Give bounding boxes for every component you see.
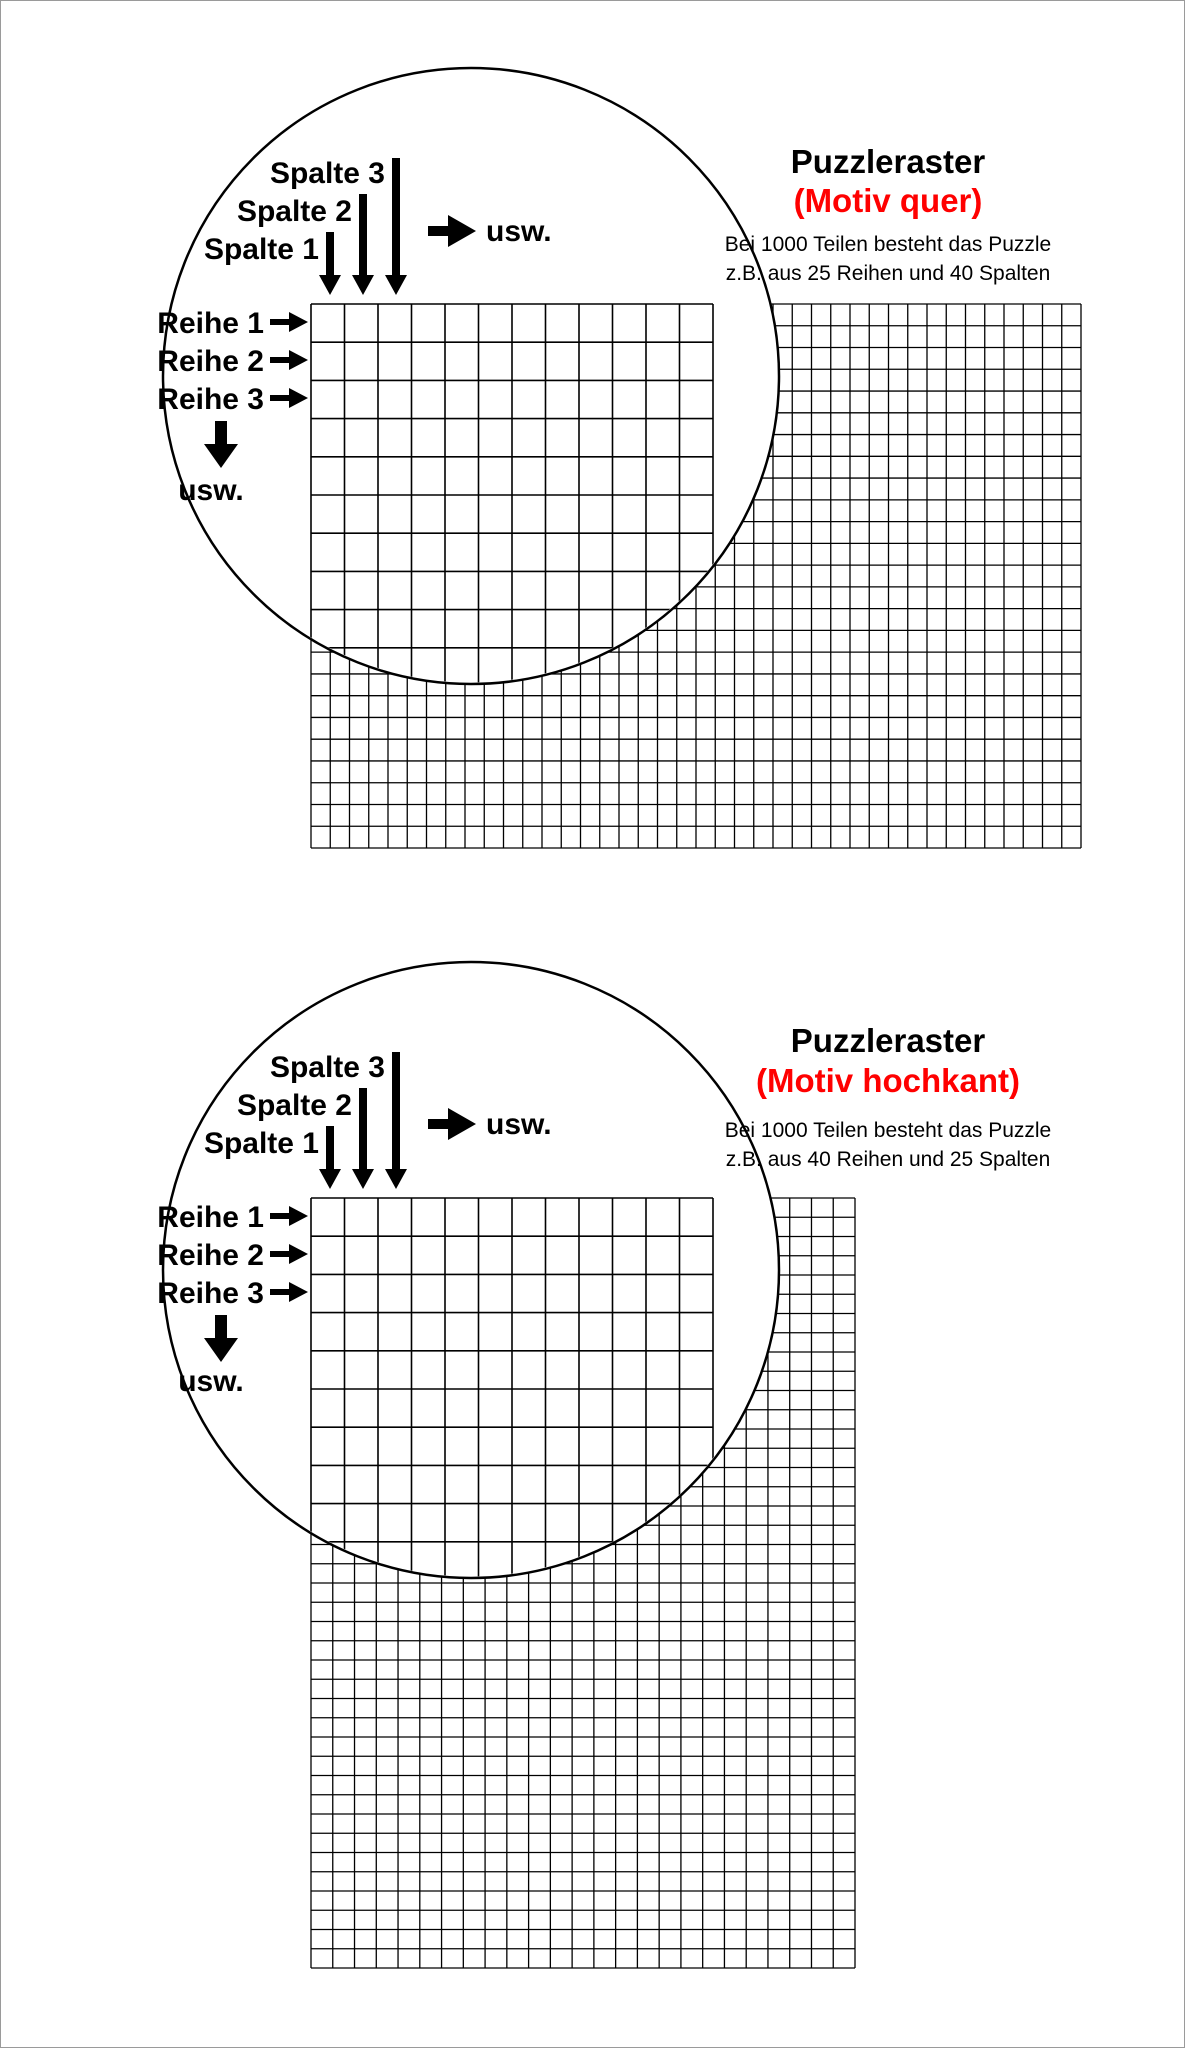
description-line-2: z.B. aus 40 Reihen und 25 Spalten <box>725 1148 1051 1171</box>
etc-right-label: usw. <box>486 215 552 248</box>
panel-subtitle: (Motiv hochkant) <box>756 1062 1020 1099</box>
etc-right-label: usw. <box>486 1108 552 1141</box>
row-label-3: Reihe 3 <box>157 383 264 416</box>
panel-title: Puzzleraster <box>790 1022 986 1059</box>
etc-down-label: usw. <box>178 1365 244 1398</box>
row-label-1: Reihe 1 <box>157 307 264 340</box>
etc-down-label: usw. <box>178 474 244 507</box>
column-label-2: Spalte 2 <box>236 195 352 228</box>
description-line-1: Bei 1000 Teilen besteht das Puzzle <box>724 233 1052 256</box>
row-label-2: Reihe 2 <box>157 1239 264 1272</box>
description-line-2: z.B. aus 25 Reihen und 40 Spalten <box>725 262 1051 285</box>
column-label-1: Spalte 1 <box>203 1127 319 1160</box>
row-label-2: Reihe 2 <box>157 345 264 378</box>
description-line-1: Bei 1000 Teilen besteht das Puzzle <box>724 1119 1052 1142</box>
row-label-3: Reihe 3 <box>157 1277 264 1310</box>
row-label-1: Reihe 1 <box>157 1201 264 1234</box>
column-label-1: Spalte 1 <box>203 233 319 266</box>
column-label-3: Spalte 3 <box>269 1051 385 1084</box>
panel-title: Puzzleraster <box>790 143 986 180</box>
column-label-2: Spalte 2 <box>236 1089 352 1122</box>
column-label-3: Spalte 3 <box>269 157 385 190</box>
panel-subtitle: (Motiv quer) <box>793 182 983 219</box>
